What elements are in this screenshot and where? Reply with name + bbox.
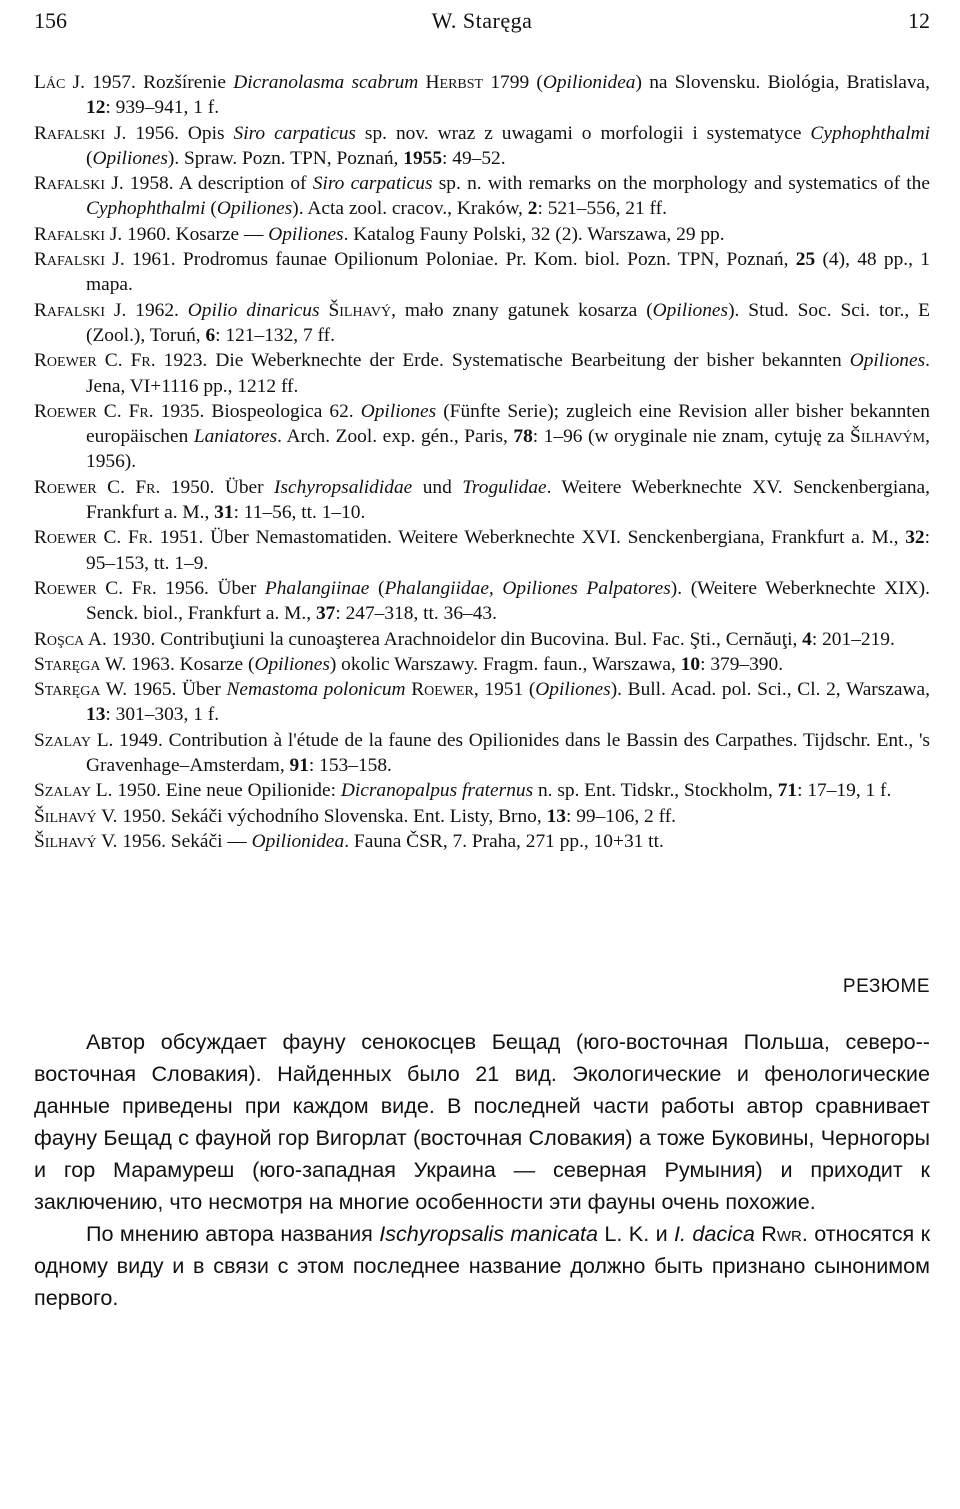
text-run: ( <box>86 147 93 169</box>
text-run: 1956. Sekáči — <box>117 830 252 852</box>
author-name: Šilhavý V. <box>34 830 118 852</box>
volume-number: 2 <box>527 198 538 220</box>
author-name: Rafalski J. <box>34 299 127 321</box>
text-run: , 1951 ( <box>473 679 536 701</box>
italic-text: Siro carpaticus <box>312 173 433 195</box>
volume-number: 6 <box>205 324 216 346</box>
summary-heading: РЕЗЮМЕ <box>842 976 930 998</box>
text-run: : 939–941, 1 f. <box>105 97 220 119</box>
reference-list <box>34 70 930 854</box>
author-name: Roewer C. Fr. <box>34 476 161 498</box>
text-run: . Weitere Weberknechte XV. Senckenbergiana, Frankfurt a. M., <box>86 476 930 524</box>
volume-number: 12 <box>86 97 106 119</box>
italic-text: Nemastoma polonicum <box>226 679 406 701</box>
text-run: : 247–318, tt. 36–43. <box>335 603 497 625</box>
volume-number: 31 <box>214 502 234 524</box>
italic-text: Ischyropsalis manicata <box>379 1221 599 1247</box>
reference-entry <box>34 804 930 829</box>
italic-text: Opiliones <box>360 400 437 422</box>
italic-text: Dicranolasma scabrum <box>233 72 419 93</box>
text-run: sp. nov. wraz z uwagami o morfologii i systematyce <box>355 122 811 144</box>
author-name: Rafalski J. <box>34 223 123 245</box>
summary-paragraph <box>34 1026 930 1218</box>
italic-text: Trogulidae <box>462 476 547 498</box>
italic-text: Phalangiidae, Opiliones Palpatores <box>384 577 671 599</box>
text-run <box>418 72 425 93</box>
text-run: : 1–96 (w oryginale nie znam, cytuję za <box>532 426 851 448</box>
text-run: 1957. Rozšírenie <box>84 72 234 93</box>
italic-text: Opiliones <box>268 223 344 245</box>
reference-entry <box>34 222 930 247</box>
text-run: , 1956). <box>86 426 930 473</box>
italic-text: Siro carpaticus <box>233 122 356 144</box>
text-run: 1799 ( <box>483 72 543 93</box>
author-name: Staręga W. <box>34 679 128 701</box>
page-number: 156 <box>34 8 67 33</box>
page <box>0 8 960 1509</box>
reference-entry <box>34 348 930 399</box>
text-run: 1949. Contribution à l'étude de la faune des Opilionides dans le Bassin des Carpathes. Tijdschr. Ent., 's Gravenhage–Amsterdam, <box>86 729 930 777</box>
volume-number: 4 <box>802 628 812 650</box>
running-title: W. Staręga <box>431 8 533 33</box>
reference-entry <box>34 171 930 222</box>
text-run: . Arch. Zool. exp. gén., Paris, <box>277 426 514 448</box>
text-run: ) na Slovensku. Biológia, Bratislava, <box>635 72 931 93</box>
author-name: Rafalski J. <box>34 173 124 195</box>
volume-number: 10 <box>680 653 701 675</box>
author-name: Roşca A. <box>34 628 107 650</box>
text-run: 1950. Eine neue Opilionide: <box>112 780 341 802</box>
reference-entry <box>34 677 930 728</box>
volume-number: 71 <box>777 780 798 802</box>
reference-entry <box>34 778 930 803</box>
reference-entry <box>34 247 930 298</box>
text-run: 1923. Die Weberknechte der Erde. Systematische Bearbeitung der bisher bekannten <box>155 350 850 372</box>
italic-text: Opilio dinaricus <box>187 299 320 321</box>
text-run: : 521–556, 21 ff. <box>537 198 667 220</box>
text-run: (Fünfte Serie); zugleich eine Revision aller bisher bekannten europäischen <box>86 400 930 448</box>
author-name: Lác J. <box>34 72 85 93</box>
italic-text: Opiliones <box>849 350 926 372</box>
author-name: Staręga W. <box>34 653 127 675</box>
volume-number: 78 <box>513 426 533 448</box>
text-run: ( <box>369 577 385 599</box>
text-run: : 49–52. <box>442 147 506 169</box>
author-name: Rafalski J. <box>34 249 125 271</box>
reference-entry <box>34 70 930 121</box>
reference-entry <box>34 525 930 576</box>
text-run: : 99–106, 2 ff. <box>565 805 677 827</box>
author-name: Rafalski J. <box>34 122 127 144</box>
text-run: . Fauna ČSR, 7. Praha, 271 pp., 10+31 tt. <box>344 830 664 852</box>
text-run: : 301–303, 1 f. <box>105 704 220 726</box>
author-name: Herbst <box>425 72 484 93</box>
italic-text: Opiliones <box>535 679 611 701</box>
text-run: 1963. Kosarze ( <box>126 653 255 675</box>
volume-number: 25 <box>795 249 816 271</box>
text-run: 1935. Biospeologica 62. <box>153 400 361 422</box>
author-name: Šilhavým <box>850 426 926 448</box>
text-run: sp. n. with remarks on the morphology and systematics of the <box>432 173 930 195</box>
text-run: 1960. Kosarze — <box>122 223 269 245</box>
text-run: , mało znany gatunek kosarza ( <box>391 299 653 321</box>
summary-body <box>34 1026 930 1314</box>
text-run: 1951. Über Nemastomatiden. Weitere Weberknechte XVI. Senckenbergiana, Frankfurt a. M., <box>152 527 906 549</box>
author-name: Szalay L. <box>34 780 113 802</box>
author-name: Roewer C. Fr. <box>34 527 153 549</box>
text-run: (4), 48 pp., 1 mapa. <box>86 249 930 296</box>
text-run: : 379–390. <box>700 653 784 675</box>
text-run: ). Bull. Acad. pol. Sci., Cl. 2, Warszawa, <box>610 679 930 701</box>
italic-text: Dicranopalpus fraternus <box>340 780 534 802</box>
text-run: . Jena, VI+1116 pp., 1212 ff. <box>86 350 930 397</box>
text-run: ). Stud. Soc. Sci. tor., E (Zool.), Toruń, <box>86 299 930 346</box>
italic-text: Cyphophthalmi <box>86 198 206 220</box>
reference-entry <box>34 399 930 475</box>
text-run: ( <box>205 198 217 220</box>
reference-entry <box>34 652 930 677</box>
text-run: und <box>412 476 463 498</box>
section-number: 12 <box>908 8 930 33</box>
volume-number: 13 <box>86 704 106 726</box>
text-run: : 17–19, 1 f. <box>797 780 892 802</box>
text-run: ) okolic Warszawy. Fragm. faun., Warszawa, <box>329 653 681 675</box>
text-run: ). Acta zool. cracov., Kraków, <box>292 198 528 220</box>
text-run: 1962. <box>126 299 188 321</box>
italic-text: Opiliones <box>92 147 168 169</box>
author-name: Roewer C. Fr. <box>34 577 157 599</box>
author-name: Rwr <box>761 1221 802 1247</box>
text-run: : 95–153, tt. 1–9. <box>86 527 930 574</box>
text-run: L. K. и <box>598 1221 675 1247</box>
text-run: : 153–158. <box>308 755 392 777</box>
reference-entry <box>34 576 930 627</box>
author-name: Roewer C. Fr. <box>34 350 156 372</box>
italic-text: Opiliones <box>216 198 293 220</box>
text-run: 1965. Über <box>127 679 227 701</box>
running-head <box>34 8 930 38</box>
reference-entry <box>34 475 930 526</box>
text-run: 1950. Über <box>160 476 275 498</box>
text-run: 1930. Contribuţiuni la cunoaşterea Arachnoidelor din Bucovina. Bul. Fac. Şti., Cernăuţi, <box>106 628 803 650</box>
volume-number: 91 <box>289 755 309 777</box>
reference-entry <box>34 627 930 652</box>
italic-text: Opiliones <box>652 299 729 321</box>
italic-text: Opiliones <box>254 653 330 675</box>
author-name: Roewer <box>411 679 474 701</box>
text-run: : 121–132, 7 ff. <box>215 324 335 346</box>
text-run: 1950. Sekáči východního Slovenska. Ent. Listy, Brno, <box>117 805 547 827</box>
text-run: : 11–56, tt. 1–10. <box>233 502 366 524</box>
reference-entry <box>34 829 930 854</box>
volume-number: 1955 <box>403 147 443 169</box>
italic-text: Laniatores <box>193 426 278 448</box>
italic-text: I. dacica <box>674 1221 755 1247</box>
author-name: Szalay L. <box>34 729 114 751</box>
text-run: По мнению автора названия <box>86 1221 380 1247</box>
text-run: 1958. A description of <box>123 173 313 195</box>
volume-number: 37 <box>315 603 336 625</box>
text-run: Автор обсуждает фауну сенокосцев Бещад (юго-восточная Польша, северо--восточная Словакия). Найденных было 21 вид. Экологические и фенологические данные приведены при каждом виде. В последней части работы автор сравнивает фауну Бещад с фауной гор Вигорлат (восточная Словакия) а тоже Буковины, Черногоры и гор Марамуреш (юго-западная Украина — северная Румыния) и приходит к заключению, что несмотря на многие особенности эти фауны очень похожие. <box>34 1029 930 1215</box>
text-run: 1961. Prodromus faunae Opilionum Poloniae. Pr. Kom. biol. Pozn. TPN, Poznań, <box>124 249 796 271</box>
text-run: 1956. Opis <box>126 122 234 144</box>
reference-entry <box>34 298 930 349</box>
text-run: . Katalog Fauny Polski, 32 (2). Warszawa, 29 pp. <box>343 223 725 245</box>
author-name: Šilhavý V. <box>34 805 118 827</box>
text-run: ). (Weitere Weberknechte XIX). Senck. biol., Frankfurt a. M., <box>86 577 930 625</box>
volume-number: 32 <box>905 527 925 549</box>
italic-text: Phalangiinae <box>264 577 370 599</box>
author-name: Roewer C. Fr. <box>34 400 154 422</box>
volume-number: 13 <box>546 805 566 827</box>
italic-text: Cyphophthalmi <box>810 122 930 144</box>
text-run: ). Spraw. Pozn. TPN, Poznań, <box>167 147 404 169</box>
italic-text: Opilionidea <box>542 72 636 93</box>
text-run: 1956. Über <box>156 577 265 599</box>
reference-entry <box>34 728 930 779</box>
text-run: n. sp. Ent. Tidskr., Stockholm, <box>533 780 778 802</box>
author-name: Šilhavý <box>328 299 392 321</box>
summary-paragraph <box>34 1218 930 1314</box>
italic-text: Ischyropsalididae <box>274 476 413 498</box>
reference-entry <box>34 121 930 172</box>
italic-text: Opilionidea <box>251 830 345 852</box>
text-run: : 201–219. <box>811 628 895 650</box>
text-run: . относятся к одному виду и в связи с этом последнее название должно быть признано сынонимом первого. <box>34 1221 931 1311</box>
